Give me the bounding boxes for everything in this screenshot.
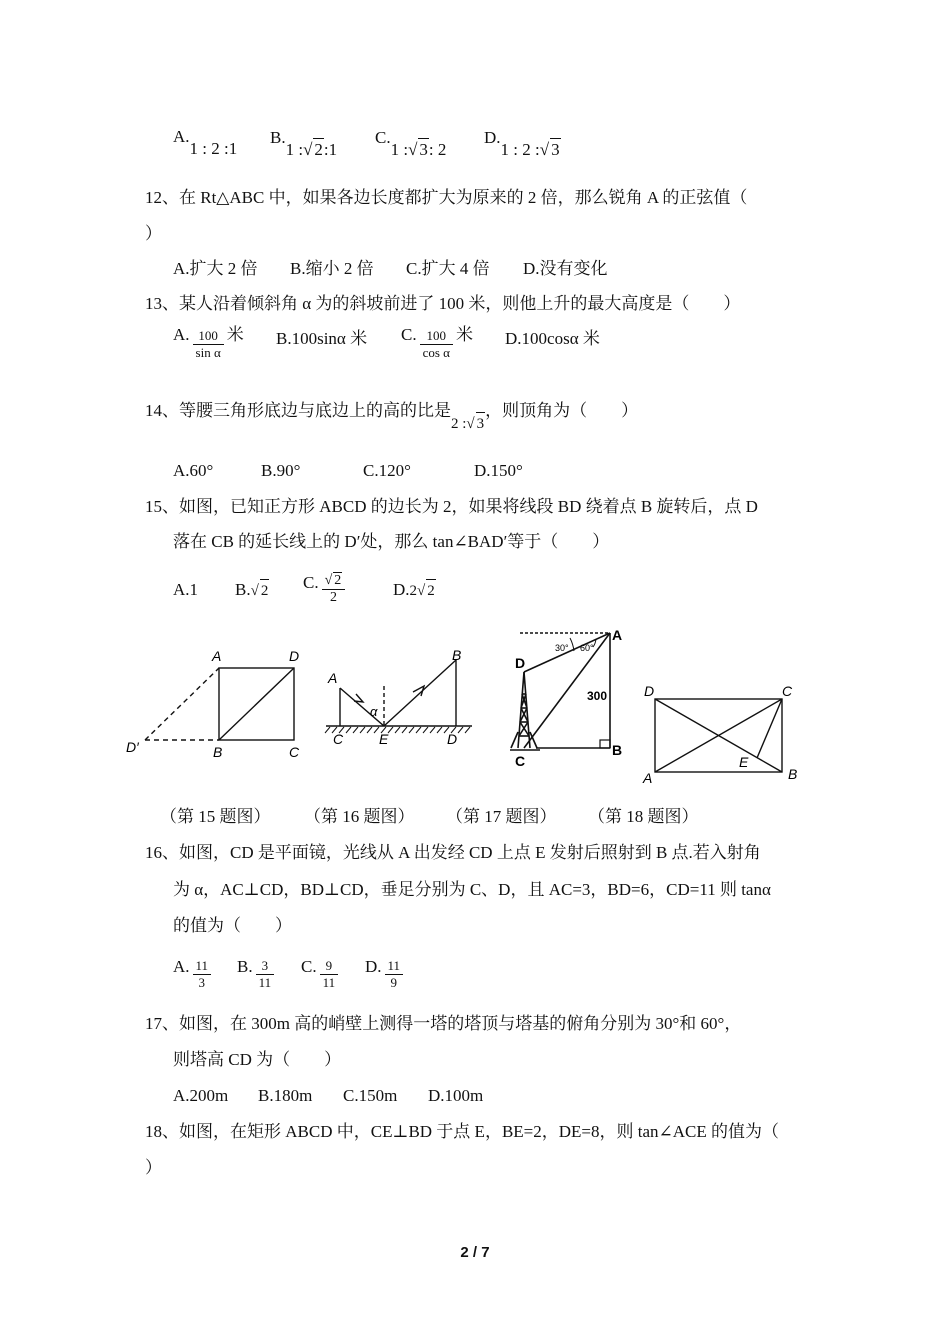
fig15-label-b: B: [213, 744, 223, 760]
q17-option-b: B.180m: [258, 1086, 313, 1105]
q16-stem-line1: 16、如图，CD 是平面镜，光线从 A 出发经 CD 上点 E 发射后照射到 B 点.若入射角: [145, 843, 761, 862]
q16-option-d: [365, 958, 406, 991]
q11-option-b: [270, 128, 338, 159]
q15-d-value: 2√ 2: [410, 583, 436, 599]
fig15-label-c: C: [289, 744, 300, 760]
q12-option-d: D.没有变化: [523, 259, 608, 278]
q16-b-label: B.: [237, 957, 253, 977]
q13-a-label: A.: [173, 325, 190, 345]
q11-c-value: 1 :√ 3: 2: [390, 140, 447, 159]
q11-c-pre: 1 :: [390, 140, 409, 159]
q16-option-b: [237, 958, 277, 991]
q17-option-d: D.100m: [428, 1086, 484, 1105]
fig18-label-b: B: [788, 766, 798, 782]
fig15-label-a: A: [212, 648, 222, 664]
q11-b-post: :1: [323, 140, 338, 159]
q12-option-a: A.扩大 2 倍: [173, 259, 258, 278]
q13-a-unit: 米: [226, 325, 244, 345]
page-number: 2 / 7: [460, 1244, 490, 1261]
q15-c-fraction: [322, 572, 346, 606]
q14-ratio-radicand: 3: [476, 412, 486, 435]
caption-fig16: （第 16 题图）: [304, 807, 415, 826]
q14-ratio: 2 :√ 3: [451, 416, 485, 432]
q17-stem-line2: 则塔高 CD 为（ ）: [173, 1050, 342, 1069]
q15-option-b: [235, 579, 269, 602]
q16-a-denominator: 3: [198, 975, 206, 990]
fig17-label-a: A: [612, 628, 623, 643]
q11-a-label: A.: [173, 127, 190, 146]
figure-16: [325, 660, 472, 733]
fig18-label-a: A: [643, 770, 653, 786]
q11-d-value: 1 : 2 :√ 3: [500, 140, 560, 159]
fig16-ray-eb: [384, 660, 456, 726]
q15-b-radicand: 2: [260, 579, 270, 602]
q11-b-pre: 1 :: [285, 140, 304, 159]
q18-stem-line2: ）: [145, 1158, 162, 1177]
fig15-diagonal-bd: [219, 668, 294, 740]
q14-option-b: B.90°: [261, 461, 301, 480]
q13-c-unit: 米: [455, 325, 473, 345]
q16-d-denominator: 9: [390, 975, 398, 990]
q14-option-c: C.120°: [363, 461, 411, 480]
q18-stem-line1: 18、如图，在矩形 ABCD 中，CE⊥BD 于点 E，BE=2，DE=8，则 tan∠ACE 的值为（: [145, 1122, 780, 1141]
q16-c-fraction: [320, 958, 339, 991]
fig17-height: 300: [587, 689, 608, 703]
q15-stem-line2: 落在 CB 的延长线上的 D′处，那么 tan∠BAD′等于（ ）: [173, 532, 610, 551]
q13-option-c: [401, 325, 473, 361]
q16-a-fraction: [193, 958, 212, 991]
q12-stem-line2: ）: [145, 224, 162, 243]
q15-d-label: D.: [393, 580, 410, 599]
q12-option-b: B.缩小 2 倍: [290, 259, 374, 278]
fig17-label-d: D: [515, 655, 526, 671]
q13-stem: 13、某人沿着倾斜角 α 为的斜坡前进了 100 米，则他上升的最大高度是（ ）: [145, 294, 741, 313]
q12-option-c: C.扩大 4 倍: [406, 259, 490, 278]
fig17-angle-30: 30°: [555, 643, 569, 653]
q16-c-label: C.: [301, 957, 317, 977]
q12-stem-line1: 12、在 Rt△ABC 中，如果各边长度都扩大为原来的 2 倍，那么锐角 A 的正弦值（: [145, 188, 748, 207]
fig15-label-d: D: [289, 648, 300, 664]
fig15-dashed-ad: [145, 668, 219, 740]
figures-row: [0, 628, 950, 788]
q14-stem-pre: 14、等腰三角形底边与底边上的高的比是: [145, 401, 451, 420]
fig17-angle-60: 60°: [580, 643, 594, 653]
fig15-label-dprime: D′: [126, 739, 139, 755]
q15-c-label: C.: [303, 572, 319, 592]
q11-b-value: 1 :√ 2:1: [285, 140, 338, 159]
q14-option-a: A.60°: [173, 461, 214, 480]
q15-d-coef: 2: [409, 583, 418, 599]
fig17-label-c: C: [515, 753, 526, 769]
q16-stem-line2: 为 α，AC⊥CD，BD⊥CD，垂足分别为 C、D，且 AC=3，BD=6，CD=11 则 tanα: [173, 880, 771, 899]
fig17-tower: [510, 672, 540, 750]
q16-d-label: D.: [365, 957, 382, 977]
q15-option-d: [393, 579, 436, 602]
q16-stem-line3: 的值为（ ）: [173, 916, 292, 935]
q16-d-numerator: 11: [385, 958, 404, 975]
q13-a-denominator: sin α: [195, 345, 221, 360]
q13-c-label: C.: [401, 325, 417, 345]
q15-b-value: √ 2: [251, 583, 270, 599]
q11-d-label: D.: [484, 128, 501, 147]
q13-c-fraction: [420, 328, 453, 361]
q16-c-numerator: 9: [320, 958, 339, 975]
q15-c-radicand: 2: [334, 573, 342, 588]
q11-a-value: 1 : 2 :1: [189, 139, 238, 158]
q15-option-c: [303, 572, 348, 606]
fig17-label-b: B: [612, 742, 623, 758]
q15-d-radicand: 2: [426, 579, 436, 602]
figure-15: [145, 668, 294, 740]
q11-d-radicand: 3: [551, 140, 560, 159]
fig18-label-e: E: [739, 754, 749, 770]
q11-c-post: : 2: [428, 140, 447, 159]
q15-stem-line1: 15、如图，已知正方形 ABCD 的边长为 2，如果将线段 BD 绕着点 B 旋转后，点 D: [145, 497, 758, 516]
q13-a-fraction: [193, 328, 224, 361]
q16-a-numerator: 11: [193, 958, 212, 975]
fig18-label-d: D: [644, 683, 655, 699]
q11-d-pre: 1 : 2 :: [500, 140, 540, 159]
q11-option-d: [484, 128, 561, 159]
q14-stem: [145, 400, 639, 432]
q13-c-denominator: cos α: [422, 345, 450, 360]
q16-a-label: A.: [173, 957, 190, 977]
q11-option-a: [173, 127, 238, 158]
q17-option-a: A.200m: [173, 1086, 229, 1105]
q14-option-d: D.150°: [474, 461, 523, 480]
q15-c-numerator: √ 2: [322, 572, 346, 590]
q13-c-numerator: 100: [420, 328, 453, 345]
fig18-ce: [757, 699, 782, 758]
caption-fig15: （第 15 题图）: [160, 807, 271, 826]
q16-c-denominator: 11: [322, 975, 336, 990]
fig17-right-angle: [600, 740, 610, 748]
q17-stem-line1: 17、如图，在 300m 高的峭壁上测得一塔的塔顶与塔基的俯角分别为 30°和 60°，: [145, 1014, 742, 1033]
q11-c-radicand: 3: [419, 140, 428, 159]
q14-ratio-pre: 2 :: [451, 416, 467, 432]
q16-option-a: [173, 958, 214, 991]
fig17-arc-30: [570, 638, 574, 651]
caption-fig18: （第 18 题图）: [588, 807, 699, 826]
fig16-label-d: D: [447, 731, 458, 747]
q11-option-c: [375, 128, 447, 159]
q16-option-c: [301, 958, 341, 991]
fig16-label-alpha: α: [370, 704, 378, 719]
figure-18: [655, 699, 782, 772]
q16-b-denominator: 11: [258, 975, 272, 990]
q16-d-fraction: [385, 958, 404, 991]
q11-b-radicand: 2: [314, 140, 323, 159]
fig16-label-a: A: [328, 670, 338, 686]
q14-stem-post: ，则顶角为（ ）: [485, 401, 639, 420]
q13-option-d: D.100cosα 米: [505, 329, 600, 348]
fig16-label-b: B: [452, 647, 462, 663]
q16-b-numerator: 3: [256, 958, 275, 975]
q13-option-a: [173, 325, 244, 361]
q15-b-label: B.: [235, 580, 251, 599]
q11-b-label: B.: [270, 128, 286, 147]
q15-c-denominator: 2: [329, 590, 337, 605]
fig16-arrow-in: [354, 694, 363, 702]
q13-option-b: B.100sinα 米: [276, 329, 368, 348]
fig18-label-c: C: [782, 683, 793, 699]
q17-option-c: C.150m: [343, 1086, 398, 1105]
fig16-label-e: E: [379, 731, 389, 747]
fig16-label-c: C: [333, 731, 344, 747]
q11-c-label: C.: [375, 128, 391, 147]
q16-b-fraction: [256, 958, 275, 991]
q13-a-numerator: 100: [193, 328, 224, 345]
q15-option-a: A.1: [173, 580, 199, 599]
caption-fig17: （第 17 题图）: [446, 807, 557, 826]
